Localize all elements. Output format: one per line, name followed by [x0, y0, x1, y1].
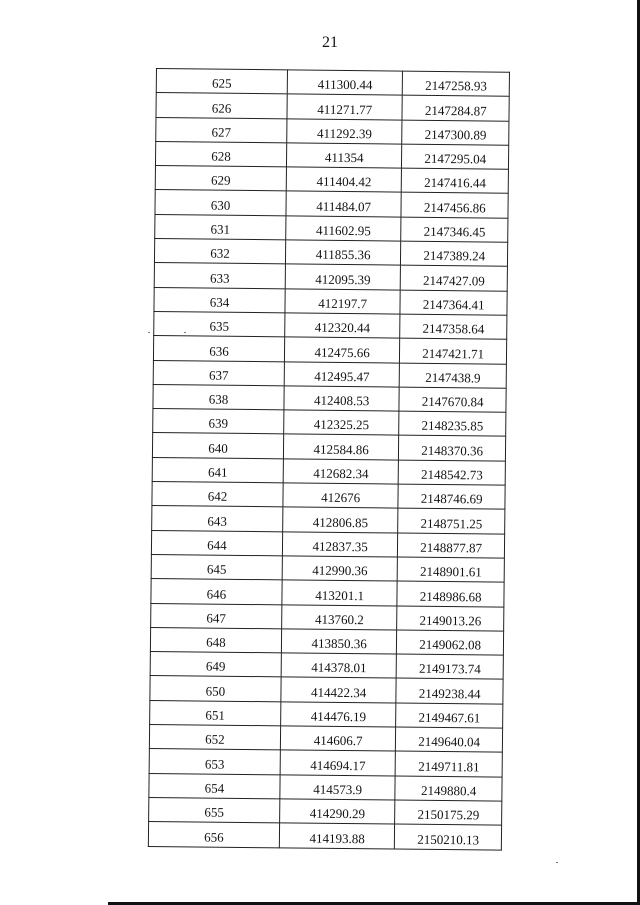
- x-coordinate-cell: 414290.29: [280, 799, 396, 825]
- point-number-cell: 640: [152, 433, 283, 459]
- scan-speck: [184, 332, 186, 333]
- table-row: [156, 117, 509, 145]
- y-coordinate-cell: 2148370.36: [399, 436, 506, 461]
- y-coordinate-cell: 2148901.61: [398, 557, 505, 582]
- point-number-cell: 643: [152, 506, 283, 532]
- y-coordinate-cell: 2149013.26: [397, 606, 504, 631]
- table-row: [155, 141, 508, 169]
- x-coordinate-cell: 412095.39: [285, 264, 401, 290]
- point-number-cell: 635: [154, 311, 285, 337]
- table-row: [156, 69, 509, 97]
- y-coordinate-cell: 2147295.04: [402, 144, 509, 169]
- scan-speck: [148, 332, 150, 333]
- x-coordinate-cell: 412682.34: [283, 459, 399, 485]
- table-row: [149, 773, 502, 801]
- x-coordinate-cell: 413850.36: [281, 629, 397, 655]
- point-number-cell: 633: [154, 263, 285, 289]
- point-number-cell: 653: [149, 749, 280, 775]
- y-coordinate-cell: 2148986.68: [397, 581, 504, 606]
- table-row: [154, 287, 507, 315]
- table-row: [153, 360, 506, 388]
- y-coordinate-cell: 2147358.64: [400, 314, 507, 339]
- point-number-cell: 656: [148, 822, 279, 848]
- table-row: [153, 336, 506, 364]
- x-coordinate-cell: 414378.01: [281, 653, 397, 679]
- y-coordinate-cell: 2147456.86: [401, 193, 508, 218]
- point-number-cell: 631: [155, 214, 286, 240]
- table-row: [149, 797, 502, 825]
- point-number-cell: 652: [149, 724, 280, 750]
- x-coordinate-cell: 414573.9: [280, 774, 396, 800]
- table-row: [150, 652, 503, 680]
- x-coordinate-cell: 411855.36: [285, 240, 401, 266]
- x-coordinate-cell: 412676: [283, 483, 399, 509]
- point-number-cell: 648: [150, 627, 281, 653]
- point-number-cell: 637: [153, 360, 284, 386]
- table-row: [156, 93, 509, 121]
- y-coordinate-cell: 2149711.81: [395, 751, 502, 776]
- y-coordinate-cell: 2147670.84: [399, 387, 506, 412]
- x-coordinate-cell: 414694.17: [280, 750, 396, 776]
- x-coordinate-cell: 413201.1: [282, 580, 398, 606]
- y-coordinate-cell: 2147346.45: [401, 217, 508, 242]
- point-number-cell: 625: [156, 69, 287, 95]
- point-number-cell: 630: [155, 190, 286, 216]
- x-coordinate-cell: 411404.42: [286, 167, 402, 193]
- table-row: [151, 579, 504, 607]
- table-row: [154, 239, 507, 267]
- point-number-cell: 646: [151, 579, 282, 605]
- y-coordinate-cell: 2149467.61: [396, 703, 503, 728]
- y-coordinate-cell: 2148235.85: [399, 411, 506, 436]
- table-row: [152, 433, 505, 461]
- x-coordinate-cell: 412320.44: [285, 313, 401, 339]
- y-coordinate-cell: 2148751.25: [398, 508, 505, 533]
- y-coordinate-cell: 2147421.71: [400, 338, 507, 363]
- x-coordinate-cell: 413760.2: [282, 604, 398, 630]
- table-row: [150, 627, 503, 655]
- table-row: [155, 214, 508, 242]
- table-row: [153, 409, 506, 437]
- table-row: [152, 457, 505, 485]
- x-coordinate-cell: 412990.36: [282, 556, 398, 582]
- point-number-cell: 627: [156, 117, 287, 143]
- y-coordinate-cell: 2147284.87: [402, 95, 509, 120]
- point-number-cell: 636: [153, 336, 284, 362]
- y-coordinate-cell: 2147300.89: [402, 120, 509, 145]
- x-coordinate-cell: 411602.95: [286, 216, 402, 242]
- y-coordinate-cell: 2150175.29: [395, 800, 502, 825]
- table-row: [150, 700, 503, 728]
- x-coordinate-cell: 412495.47: [284, 361, 400, 387]
- x-coordinate-cell: 412837.35: [282, 531, 398, 557]
- y-coordinate-cell: 2148542.73: [399, 460, 506, 485]
- x-coordinate-cell: 411271.77: [287, 94, 403, 120]
- table-row: [150, 676, 503, 704]
- y-coordinate-cell: 2147389.24: [401, 241, 508, 266]
- table-row: [151, 554, 504, 582]
- y-coordinate-cell: 2149880.4: [395, 776, 502, 801]
- point-number-cell: 642: [152, 482, 283, 508]
- table-row: [151, 530, 504, 558]
- table-row: [152, 506, 505, 534]
- table-row: [154, 263, 507, 291]
- x-coordinate-cell: 412806.85: [283, 507, 399, 533]
- point-number-cell: 641: [152, 457, 283, 483]
- table-row: [149, 724, 502, 752]
- point-number-cell: 645: [151, 554, 282, 580]
- table-row: [152, 482, 505, 510]
- table-row: [153, 384, 506, 412]
- x-coordinate-cell: 414476.19: [281, 702, 397, 728]
- x-coordinate-cell: 414193.88: [279, 823, 395, 849]
- x-coordinate-cell: 412408.53: [284, 386, 400, 412]
- y-coordinate-cell: 2147438.9: [400, 363, 507, 388]
- page-number: 21: [322, 34, 338, 51]
- x-coordinate-cell: 411484.07: [286, 191, 402, 217]
- x-coordinate-cell: 411300.44: [287, 70, 403, 96]
- coordinates-table-body: [148, 69, 509, 850]
- y-coordinate-cell: 2149640.04: [396, 727, 503, 752]
- x-coordinate-cell: 411354: [286, 143, 402, 169]
- table-row: [149, 749, 502, 777]
- y-coordinate-cell: 2148746.69: [398, 484, 505, 509]
- y-coordinate-cell: 2147416.44: [402, 168, 509, 193]
- x-coordinate-cell: 414422.34: [281, 677, 397, 703]
- point-number-cell: 639: [153, 409, 284, 435]
- coordinates-table: [148, 68, 510, 850]
- y-coordinate-cell: 2149238.44: [396, 678, 503, 703]
- table-row: [151, 603, 504, 631]
- x-coordinate-cell: 411292.39: [287, 118, 403, 144]
- point-number-cell: 655: [149, 797, 280, 823]
- x-coordinate-cell: 414606.7: [280, 726, 396, 752]
- scan-speck: [556, 862, 558, 863]
- table-row: [155, 190, 508, 218]
- table-row: [155, 166, 508, 194]
- point-number-cell: 650: [150, 676, 281, 702]
- x-coordinate-cell: 412584.86: [283, 434, 399, 460]
- point-number-cell: 647: [151, 603, 282, 629]
- point-number-cell: 632: [154, 239, 285, 265]
- y-coordinate-cell: 2147364.41: [400, 290, 507, 315]
- point-number-cell: 644: [151, 530, 282, 556]
- point-number-cell: 629: [155, 166, 286, 192]
- point-number-cell: 651: [150, 700, 281, 726]
- point-number-cell: 638: [153, 384, 284, 410]
- x-coordinate-cell: 412197.7: [285, 289, 401, 315]
- y-coordinate-cell: 2149173.74: [397, 654, 504, 679]
- y-coordinate-cell: 2149062.08: [397, 630, 504, 655]
- y-coordinate-cell: 2150210.13: [395, 824, 502, 849]
- point-number-cell: 654: [149, 773, 280, 799]
- y-coordinate-cell: 2147258.93: [403, 71, 510, 96]
- table-row: [148, 822, 501, 850]
- x-coordinate-cell: 412325.25: [284, 410, 400, 436]
- x-coordinate-cell: 412475.66: [284, 337, 400, 363]
- point-number-cell: 628: [155, 141, 286, 167]
- point-number-cell: 649: [150, 652, 281, 678]
- y-coordinate-cell: 2148877.87: [398, 533, 505, 558]
- y-coordinate-cell: 2147427.09: [401, 265, 508, 290]
- point-number-cell: 634: [154, 287, 285, 313]
- point-number-cell: 626: [156, 93, 287, 119]
- table-row: [154, 311, 507, 339]
